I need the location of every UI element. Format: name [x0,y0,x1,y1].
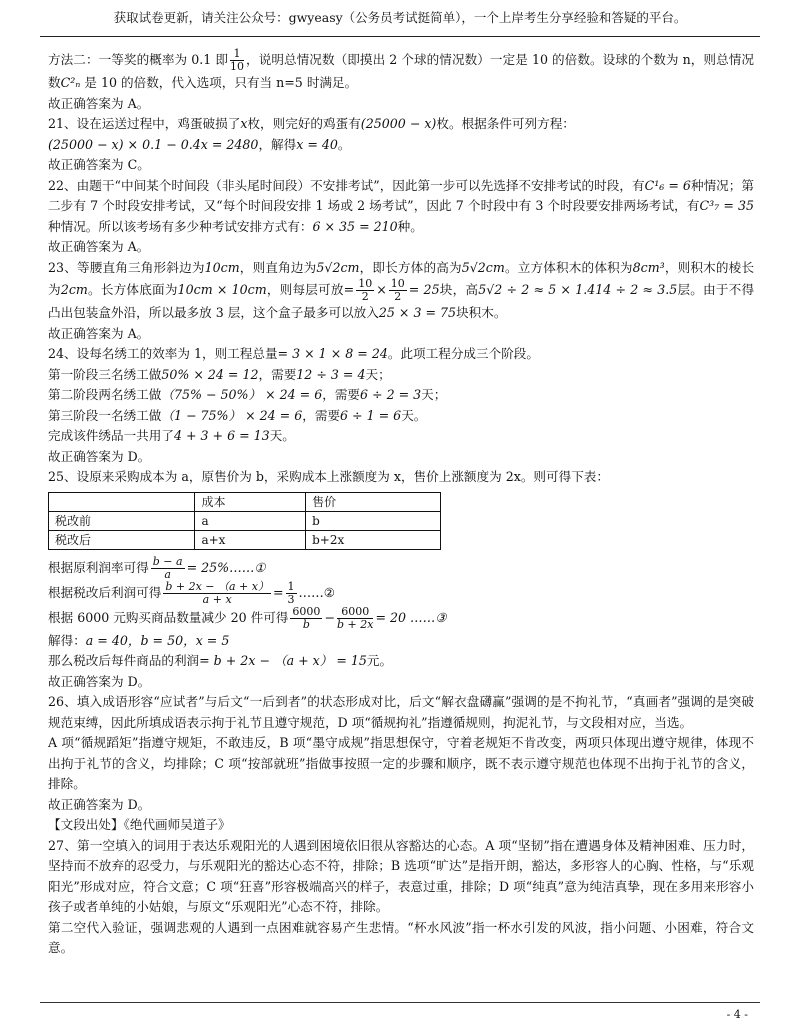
q27-paragraph-1: 27、第一空填入的词用于表达乐观阳光的人遇到困境依旧很从容豁达的心态。A 项“坚韧”指在遭遇身体及精神困难、压力时，坚持而不放弃的忍受力，与乐观阳光的豁达心态不符，排除；B 选项“旷达”是指开朗，豁达，多形容人的心胸、性格，与“乐观阳光”形成对应，符合文意；C 项“狂喜”形容极端高兴的样子，表意过重，排除；D 项“纯真”意为纯洁真挚，现在多用来形容小孩子或者单纯的小姑娘，与原文“乐观阳光”心态不符，排除。 [48,837,754,914]
q24-stage-3: 第三阶段一名绣工做（1 − 75%） × 24 = 6，需要6 ÷ 1 = 6天。 [48,407,427,423]
answer-line: 故正确答案为 A。 [48,95,150,111]
q25-equation-1: 根据原利润率可得 $\frac{b - a}{a}$ = 25%……① [48,554,266,581]
document-body [48,48,754,959]
header-text: 获取试卷更新，请关注公众号：gwyeasy（公务员考试挺简单），一个上岸考生分享经验和答疑的平台。 [113,10,687,25]
table-row [49,511,441,530]
table-cell: a [195,511,306,530]
page-header [40,0,760,37]
q25-profit: 那么税改后每件商品的利润= b + 2x − （a + x） = 15元。 [48,653,393,668]
q25-equation-2: 根据税改后利润可得 $\frac{b + 2x - (a + x)}{a + x}$ = $\frac{1}{3}$ ……② [48,579,336,606]
table-cell: a+x [195,530,306,549]
answer-line: 故正确答案为 D。 [48,448,151,464]
fraction-one-tenth: $\frac{1}{10}$ [229,47,244,73]
answer-line: 故正确答案为 D。 [48,796,151,812]
q26-paragraph-1: 26、填入成语形容“应试者”与后文“一后到者”的状态形成对比，后文“解衣盘礴赢”强调的是不拘礼节，“真画者”强调的是突破规范束缚，因此所填成语表示拘于礼节且遵守规范，D 项“循规拘礼”指遵循规则，拘泥礼节，与文段相对应，当选。 [48,694,754,730]
table-header-cell [49,492,195,511]
answer-line: 故正确答案为 A。 [48,325,150,341]
q23-paragraph: 23、等腰直角三角形斜边为10cm，则直角边为5√2cm，即长方体的高为5√2cm。立方体积木的体积为8cm³，则积木的棱长为2cm。长方体底面为10cm × 10cm，则每层可放= $\frac{10}{2}$ × $\frac{10}{2}$ = 25块，高5√2 ÷ 2 ≈ 5 × 1.414 ÷ 2 ≈ 3.5层。由于不得凸出包装盒外沿，所以最多放 3 层，这个盒子最多可以放入25 × 3 = 75块积木。 [48,259,755,320]
q24-stage-1: 第一阶段三名绣工做50% × 24 = 12，需要12 ÷ 3 = 4天； [48,366,391,382]
cost-price-table [48,492,441,550]
q27-paragraph-2: 第二空代入验证，强调悲观的人遇到一点困难就容易产生悲情。“杯水风波”指一杯水引发的风波，指小问题、小困难，符合文意。 [48,919,754,955]
answer-line: 故正确答案为 C。 [48,157,150,172]
table-header-cell: 售价 [306,492,441,511]
q22-paragraph: 22、由题干“中间某个时间段（非头尾时间段）不安排考试”，因此第一步可以先选择不安排考试的时段，有C¹₆ = 6种情况；第二步有 7 个时段安排考试，又“每个时间段安排 1 场或 2 场考试”，因此 7 个时段中有 3 个时段要安排两场考试，有C³₇ = 35种情况。所以该考场有多少种考试安排方式有：6 × 35 = 210种。 [48,177,755,234]
method2-paragraph: 方法二：一等奖的概率为 0.1 即 $\frac{1}{10}$ ，说明总情况数（即摸出 2 个球的情况数）一定是 10 的倍数。设球的个数为 n，则总情况数C²ₙ 是 10 的倍数，代入选项，只有当 n=5 时满足。 [48,47,754,90]
q25-intro: 25、设原来采购成本为 a，原售价为 b，采购成本上涨额度为 x，售价上涨额度为 2x。则可得下表： [48,469,609,484]
answer-line: 故正确答案为 D。 [48,673,151,689]
footer-divider [40,1002,760,1003]
q25-equation-3: 根据 6000 元购买商品数量减少 20 件可得 $\frac{6000}{b}$ − $\frac{6000}{b + 2x}$ = 20 ……③ [48,604,447,631]
q21-paragraph: 21、设在运送过程中，鸡蛋破损了x枚，则完好的鸡蛋有(25000 − x)枚。根据条件可列方程： (25000 − x) × 0.1 − 0.4x = 2480，解得x = 40。 [48,116,575,152]
page-number: - 4 - [726,1008,748,1021]
q25-solution: 解得：a = 40，b = 50，x = 5 [48,632,230,648]
answer-line: 故正确答案为 A。 [48,239,150,254]
q24-stage-2: 第二阶段两名绣工做（75% − 50%） × 24 = 6，需要6 ÷ 2 = 3天； [48,387,447,402]
table-cell: 税改前 [49,511,195,530]
q26-paragraph-2: A 项“循规蹈矩”指遵守规矩，不敢违反，B 项“墨守成规”指思想保守，守着老规矩不肯改变，两项只体现出遵守规律，体现不出拘于礼节的含义，均排除；C 项“按部就班”指做事按照一定的步骤和顺序，既不表示遵守规范也体现不出拘于礼节的含义，排除。 [48,735,754,791]
table-cell: b+2x [306,530,441,549]
table-header-row [49,492,441,511]
source-line: 【文段出处】《绝代画师吴道子》 [48,817,231,832]
q24-total: 完成该件绣品一共用了4 + 3 + 6 = 13天。 [48,428,295,443]
table-cell: b [306,511,441,530]
q24-paragraph: 24、设每名绣工的效率为 1，则工程总量= 3 × 1 × 8 = 24。此项工程分成三个阶段。 [48,346,539,361]
table-cell: 税改后 [49,530,195,549]
table-header-cell: 成本 [195,492,306,511]
table-row [49,530,441,549]
